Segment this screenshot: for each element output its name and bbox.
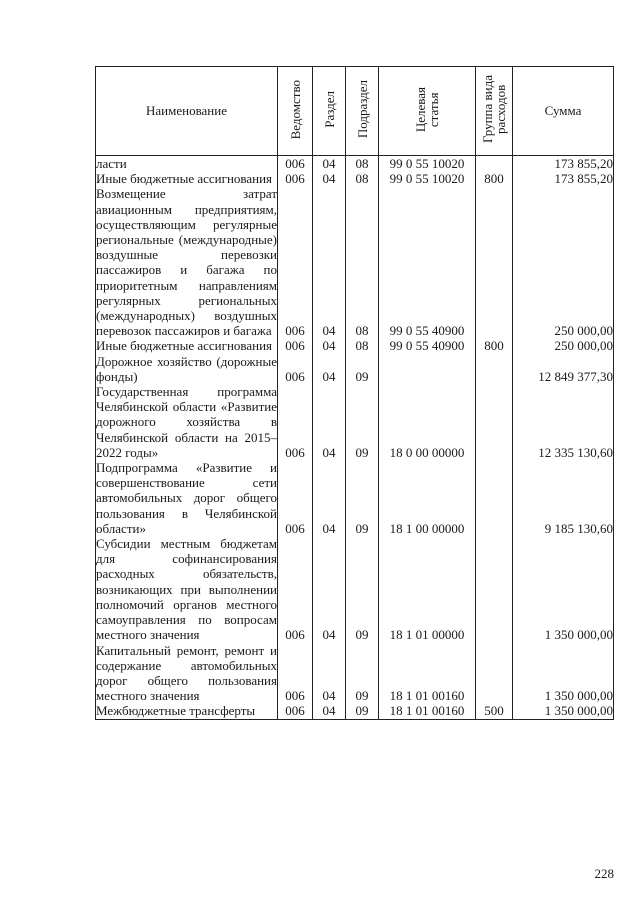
row-amount: 12 335 130,60 xyxy=(513,384,614,460)
row-subsection: 09 xyxy=(346,703,379,719)
row-subsection: 08 xyxy=(346,171,379,186)
row-expense-group xyxy=(476,156,513,172)
header-target-item xyxy=(379,67,476,156)
row-subsection: 09 xyxy=(346,460,379,536)
row-target-item xyxy=(379,354,476,384)
row-department: 006 xyxy=(278,384,313,460)
header-amount: Сумма xyxy=(513,67,614,156)
row-target-item: 99 0 55 10020 xyxy=(379,156,476,172)
header-name: Наименование xyxy=(96,67,278,156)
row-subsection: 09 xyxy=(346,384,379,460)
row-department: 006 xyxy=(278,156,313,172)
row-target-item: 18 1 01 00160 xyxy=(379,703,476,719)
row-expense-group xyxy=(476,384,513,460)
row-target-item: 99 0 55 10020 xyxy=(379,171,476,186)
row-section: 04 xyxy=(313,703,346,719)
row-name: Межбюджетные трансферты xyxy=(96,703,278,719)
row-section: 04 xyxy=(313,354,346,384)
row-name: ласти xyxy=(96,156,278,172)
table-row xyxy=(96,186,614,338)
row-name: Государственная программа Челябинской области «Развитие дорожного хозяйства в Челябинской области на 2015–2022 годы» xyxy=(96,384,277,460)
row-expense-group xyxy=(476,186,513,338)
row-name: Возмещение затрат авиационным предприятиям, осуществляющим регулярные региональные (международные) воздушные перевозки пассажиров и багажа по приоритетным направлениям регулярных региональных (международных) воздушных перевозок пассажиров и багажа xyxy=(96,186,277,339)
row-name: Субсидии местным бюджетам для софинансирования расходных обязательств, возникающих при выполнении полномочий органов местного самоуправления по вопросам местного значения xyxy=(96,536,277,643)
header-target-item-label: Целевая статья xyxy=(413,86,441,132)
row-section: 04 xyxy=(313,171,346,186)
row-department: 006 xyxy=(278,354,313,384)
row-amount: 173 855,20 xyxy=(513,156,614,172)
row-section: 04 xyxy=(313,643,346,704)
row-expense-group: 800 xyxy=(476,338,513,353)
row-target-item: 18 0 00 00000 xyxy=(379,384,476,460)
row-amount: 250 000,00 xyxy=(513,338,614,353)
row-department: 006 xyxy=(278,536,313,642)
row-subsection: 09 xyxy=(346,354,379,384)
header-department-label: Ведомство xyxy=(287,79,303,140)
row-section: 04 xyxy=(313,384,346,460)
page-number: 228 xyxy=(594,866,614,881)
table-row xyxy=(96,536,614,642)
row-department: 006 xyxy=(278,338,313,353)
row-target-item: 18 1 01 00000 xyxy=(379,536,476,642)
row-expense-group: 500 xyxy=(476,703,513,719)
table-row xyxy=(96,354,614,384)
row-subsection: 08 xyxy=(346,186,379,338)
row-name: Иные бюджетные ассигнования xyxy=(96,171,278,186)
row-department: 006 xyxy=(278,460,313,536)
row-expense-group xyxy=(476,460,513,536)
row-section: 04 xyxy=(313,536,346,642)
row-department: 006 xyxy=(278,703,313,719)
table-body xyxy=(96,156,614,720)
header-section-label: Раздел xyxy=(321,91,337,128)
row-target-item: 18 1 00 00000 xyxy=(379,460,476,536)
row-expense-group xyxy=(476,643,513,704)
row-name: Дорожное хозяйство (дорожные фонды) xyxy=(96,353,277,384)
row-target-item: 99 0 55 40900 xyxy=(379,338,476,353)
row-amount: 12 849 377,30 xyxy=(513,354,614,384)
row-subsection: 08 xyxy=(346,338,379,353)
row-target-item: 99 0 55 40900 xyxy=(379,186,476,338)
row-name: Иные бюджетные ассигнования xyxy=(96,338,278,353)
row-subsection: 08 xyxy=(346,156,379,172)
row-department: 006 xyxy=(278,186,313,338)
header-section xyxy=(313,67,346,156)
row-target-item: 18 1 01 00160 xyxy=(379,643,476,704)
header-expense-group-label: Группа вида расходов xyxy=(480,75,508,144)
row-amount: 1 350 000,00 xyxy=(513,536,614,642)
row-expense-group xyxy=(476,354,513,384)
table-row xyxy=(96,171,614,186)
row-amount: 1 350 000,00 xyxy=(513,703,614,719)
row-name: Капитальный ремонт, ремонт и содержание автомобильных дорог общего пользования местного значения xyxy=(96,642,277,704)
table-row xyxy=(96,460,614,536)
row-amount: 250 000,00 xyxy=(513,186,614,338)
row-section: 04 xyxy=(313,460,346,536)
table-row xyxy=(96,643,614,704)
row-section: 04 xyxy=(313,156,346,172)
row-section: 04 xyxy=(313,338,346,353)
table-row xyxy=(96,338,614,353)
row-expense-group: 800 xyxy=(476,171,513,186)
row-department: 006 xyxy=(278,643,313,704)
table-row xyxy=(96,156,614,172)
table-row xyxy=(96,703,614,719)
row-amount: 9 185 130,60 xyxy=(513,460,614,536)
header-expense-group xyxy=(476,67,513,156)
row-subsection: 09 xyxy=(346,643,379,704)
row-name: Подпрограмма «Развитие и совершенствование сети автомобильных дорог общего пользования в Челябинской области» xyxy=(96,460,277,536)
header-subsection xyxy=(346,67,379,156)
header-department xyxy=(278,67,313,156)
table-row xyxy=(96,384,614,460)
row-expense-group xyxy=(476,536,513,642)
budget-table xyxy=(95,66,614,720)
row-amount: 1 350 000,00 xyxy=(513,643,614,704)
row-department: 006 xyxy=(278,171,313,186)
row-section: 04 xyxy=(313,186,346,338)
table-header-row xyxy=(96,67,614,156)
row-subsection: 09 xyxy=(346,536,379,642)
header-subsection-label: Подраздел xyxy=(354,80,370,139)
row-amount: 173 855,20 xyxy=(513,171,614,186)
